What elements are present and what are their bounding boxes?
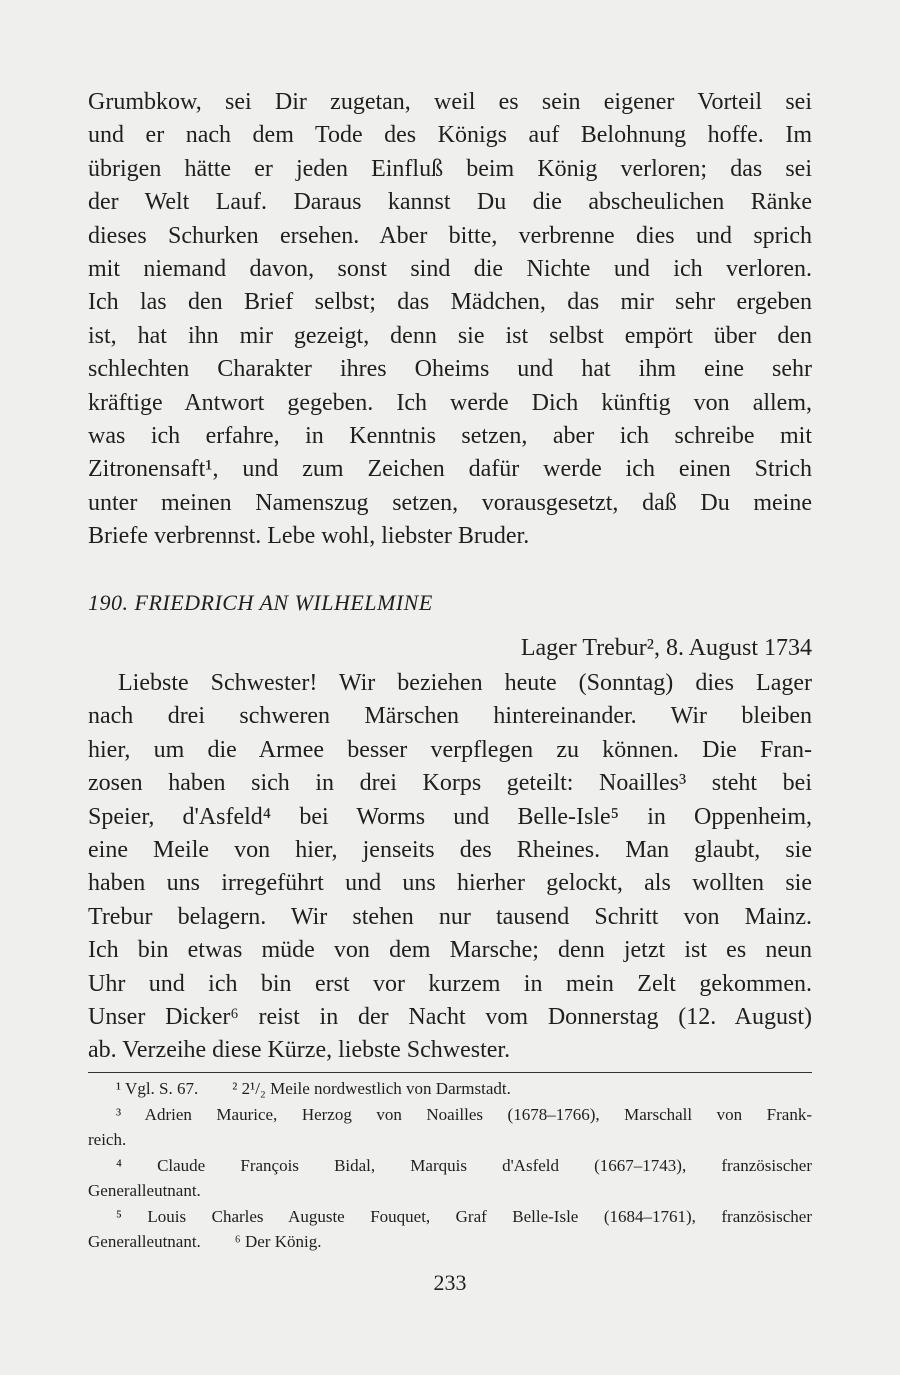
text-line: kräftige Antwort gegeben. Ich werde Dich künftig von allem, [88, 389, 812, 416]
text-line: eine Meile von hier, jenseits des Rheines. Man glaubt, sie [88, 836, 812, 863]
footnote-line: Generalleutnant. ⁶ Der König. [88, 1232, 322, 1251]
text-line: Trebur belagern. Wir stehen nur tausend Schritt von Mainz. [88, 903, 812, 930]
text-line: übrigen hätte er jeden Einfluß beim König verloren; das sei [88, 155, 812, 182]
text-line: Speier, d'Asfeld⁴ bei Worms und Belle-Isle⁵ in Oppenheim, [88, 803, 812, 830]
text-line: Zitronensaft¹, und zum Zeichen dafür werde ich einen Strich [88, 456, 812, 483]
text-line: Ich bin etwas müde von dem Marsche; denn jetzt ist es neun [88, 937, 812, 964]
text-line: Uhr und ich bin erst vor kurzem in mein Zelt gekommen. [88, 970, 812, 997]
footnote-line: Generalleutnant. [88, 1181, 201, 1200]
letter-dateline: Lager Trebur², 8. August 1734 [520, 635, 812, 661]
text-line: Grumbkow, sei Dir zugetan, weil es sein eigener Vorteil sei [88, 89, 812, 115]
letter-body [88, 667, 812, 1068]
text-line: schlechten Charakter ihres Oheims und hat ihm eine sehr [88, 356, 812, 383]
footnotes [88, 1076, 812, 1255]
text-line: Ich las den Brief selbst; das Mädchen, das mir sehr ergeben [88, 289, 812, 316]
paragraph-continued [88, 86, 812, 553]
footnote-line: reich. [88, 1130, 127, 1149]
footnote-line: ⁴ Claude François Bidal, Marquis d'Asfeld (1667–1743), französischer [116, 1155, 812, 1175]
text-line: mit niemand davon, sonst sind die Nichte und ich verloren. [88, 255, 812, 282]
footnote-divider [88, 1072, 812, 1073]
footnote-line: ³ Adrien Maurice, Herzog von Noailles (1678–1766), Marschall von Frank- [116, 1104, 812, 1124]
text-line: haben uns irregeführt und uns hierher gelockt, als wollten sie [88, 870, 812, 897]
text-line: ist, hat ihn mir gezeigt, denn sie ist selbst empört über den [88, 322, 812, 349]
footnote-line: ⁵ Louis Charles Auguste Fouquet, Graf Belle-Isle (1684–1761), französischer [116, 1206, 812, 1226]
page-number: 233 [433, 1270, 467, 1295]
text-line: der Welt Lauf. Daraus kannst Du die abscheulichen Ränke [88, 189, 812, 216]
text-line: nach drei schweren Märschen hintereinander. Wir bleiben [88, 703, 812, 730]
text-line: hier, um die Armee besser verpflegen zu können. Die Fran- [88, 736, 812, 763]
text-line: was ich erfahre, in Kenntnis setzen, aber ich schreibe mit [88, 422, 812, 449]
text-line: Briefe verbrennst. Lebe wohl, liebster Bruder. [88, 523, 530, 550]
text-line: dieses Schurken ersehen. Aber bitte, verbrenne dies und sprich [88, 222, 812, 249]
footnote-line: ¹ Vgl. S. 67. ² 2¹/₂ Meile nordwestlich von Darmstadt. [116, 1079, 511, 1098]
text-line: ab. Verzeihe diese Kürze, liebste Schwester. [88, 1037, 511, 1064]
text-line: Unser Dicker⁶ reist in der Nacht vom Donnerstag (12. August) [88, 1003, 812, 1030]
letter-heading: 190. FRIEDRICH AN WILHELMINE [88, 590, 433, 615]
text-line: zosen haben sich in drei Korps geteilt: Noailles³ steht bei [88, 770, 812, 797]
text-line: unter meinen Namenszug setzen, vorausgesetzt, daß Du meine [88, 489, 812, 516]
text-line: Liebste Schwester! Wir beziehen heute (Sonntag) dies Lager [118, 670, 812, 696]
text-line: und er nach dem Tode des Königs auf Belohnung hoffe. Im [88, 122, 812, 149]
